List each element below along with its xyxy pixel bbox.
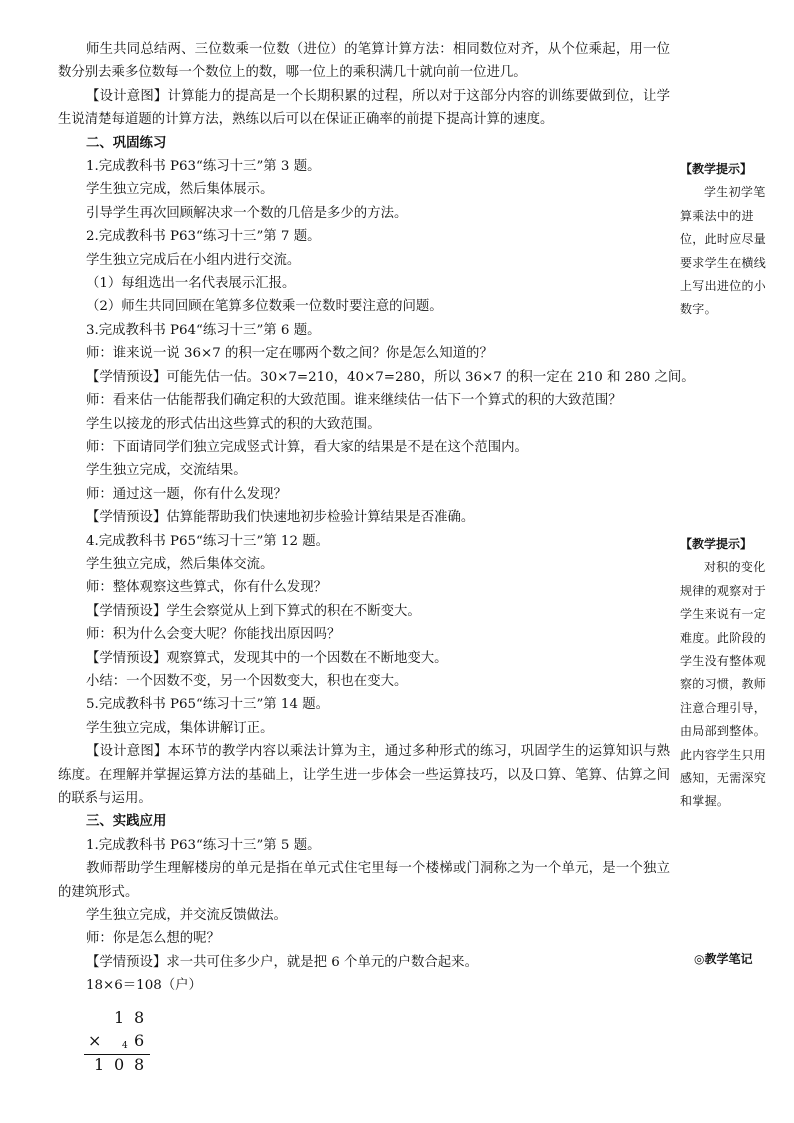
- paragraph: 学生以接龙的形式估出这些算式的积的大致范围。: [86, 416, 381, 432]
- multiply-sign: ×: [88, 1031, 102, 1050]
- design-intent: 【设计意图】本环节的教学内容以乘法计算为主，通过多种形式的练习，巩固学生的运算知识与熟练度。在理解并掌握运算方法的基础上，让学生进一步体会一些运算技巧，以及口算、笔算、估算之间的联系与运用。: [58, 744, 670, 806]
- vertical-multiplication: [84, 1008, 152, 1076]
- paragraph: 师：你是怎么想的呢？: [86, 931, 220, 947]
- paragraph: 【学情预设】学生会察觉从上到下算式的积在不断变大。: [86, 603, 421, 619]
- equation: 18×6＝108（户）: [86, 978, 202, 994]
- paragraph: 师：积为什么会变大呢？你能找出原因吗？: [86, 627, 341, 643]
- paragraph: 引导学生再次回顾解决求一个数的几倍是多少的方法。: [86, 205, 408, 221]
- paragraph: 学生独立完成，然后集体交流。: [86, 556, 274, 572]
- multiplier-digit: 6: [134, 1031, 145, 1050]
- multiplicand-digit: 1: [114, 1008, 125, 1027]
- teaching-tip-1: [680, 158, 772, 322]
- product-digit: 0: [114, 1055, 125, 1074]
- exercise-title: 4.完成教科书 P65“练习十三”第 12 题。: [86, 533, 330, 549]
- paragraph: 师：下面请同学们独立完成竖式计算，看大家的结果是不是在这个范围内。: [86, 439, 528, 455]
- paragraph: （2）师生共同回顾在笔算多位数乘一位数时要注意的问题。: [86, 299, 443, 315]
- paragraph: 【学情预设】估算能帮助我们快速地初步检验计算结果是否准确。: [86, 510, 475, 526]
- exercise-title: 2.完成教科书 P63“练习十三”第 7 题。: [86, 229, 321, 245]
- carry-digit: 4: [122, 1041, 128, 1051]
- paragraph: 小结：一个因数不变，另一个因数变大，积也在变大。: [86, 673, 408, 689]
- paragraph: 【学情预设】观察算式，发现其中的一个因数在不断地变大。: [86, 650, 448, 666]
- exercise-title: 3.完成教科书 P64“练习十三”第 6 题。: [86, 322, 321, 338]
- paragraph: 【学情预设】可能先估一估。30×7=210，40×7=280，所以 36×7 的积一定在 210 和 280 之间。: [86, 369, 695, 385]
- paragraph: 教师帮助学生理解楼房的单元是指在单元式住宅里每一个楼梯或门洞称之为一个单元，是一个独立的建筑形式。: [58, 861, 670, 900]
- exercise-title: 1.完成教科书 P63“练习十三”第 3 题。: [86, 159, 321, 175]
- paragraph: 【学情预设】求一共可住多少户，就是把 6 个单元的户数合起来。: [86, 954, 478, 970]
- exercise-title: 5.完成教科书 P65“练习十三”第 14 题。: [86, 697, 330, 713]
- design-intent: 【设计意图】计算能力的提高是一个长期积累的过程，所以对于这部分内容的训练要做到位，让学生说清楚每道题的计算方法，熟练以后可以在保证正确率的前提下提高计算的速度。: [58, 88, 670, 128]
- paragraph: 学生独立完成，集体讲解订正。: [86, 720, 274, 736]
- paragraph: 学生独立完成，交流结果。: [86, 463, 247, 479]
- tip-title: 【教学提示】: [680, 537, 753, 551]
- paragraph: 学生独立完成后在小组内进行交流。: [86, 252, 301, 268]
- exercise-title: 1.完成教科书 P63“练习十三”第 5 题。: [86, 837, 321, 853]
- product-digit: 8: [134, 1055, 145, 1074]
- paragraph: 师：通过这一题，你有什么发现？: [86, 486, 287, 502]
- section-heading: 三、实践应用: [86, 813, 167, 830]
- paragraph: 学生独立完成，然后集体展示。: [86, 182, 274, 198]
- product-digit: 1: [94, 1055, 105, 1074]
- paragraph: 学生独立完成，并交流反馈做法。: [86, 908, 287, 924]
- teaching-tip-2: [680, 533, 772, 814]
- paragraph: 师：看来估一估能帮我们确定积的大致范围。谁来继续估一估下一个算式的积的大致范围？: [86, 393, 622, 409]
- main-text: [58, 38, 695, 998]
- teaching-notes-label: ◎教学笔记: [694, 952, 753, 966]
- paragraph: （1）每组选出一名代表展示汇报。: [86, 276, 296, 292]
- section-heading: 二、巩固练习: [86, 134, 167, 151]
- tip-body: 对积的变化规律的观察对于学生来说有一定难度。此阶段的学生没有整体观察的习惯，教师注意合理引导，由局部到整体。此内容学生只用感知，无需深究和掌握。: [680, 560, 767, 809]
- tip-body: 学生初学笔算乘法中的进位，此时应尽量要求学生在横线上写出进位的小数字。: [680, 185, 767, 317]
- multiplicand-digit: 8: [134, 1008, 145, 1027]
- tip-title: 【教学提示】: [680, 162, 753, 176]
- paragraph: 师：谁来说一说 36×7 的积一定在哪两个数之间？你是怎么知道的？: [86, 346, 493, 362]
- paragraph: 师：整体观察这些算式，你有什么发现？: [86, 580, 328, 596]
- paragraph: 师生共同总结两、三位数乘一位数（进位）的笔算计算方法：相同数位对齐，从个位乘起，用一位数分别去乘多位数每一个数位上的数，哪一位上的乘积满几十就向前一位进几。: [58, 42, 670, 81]
